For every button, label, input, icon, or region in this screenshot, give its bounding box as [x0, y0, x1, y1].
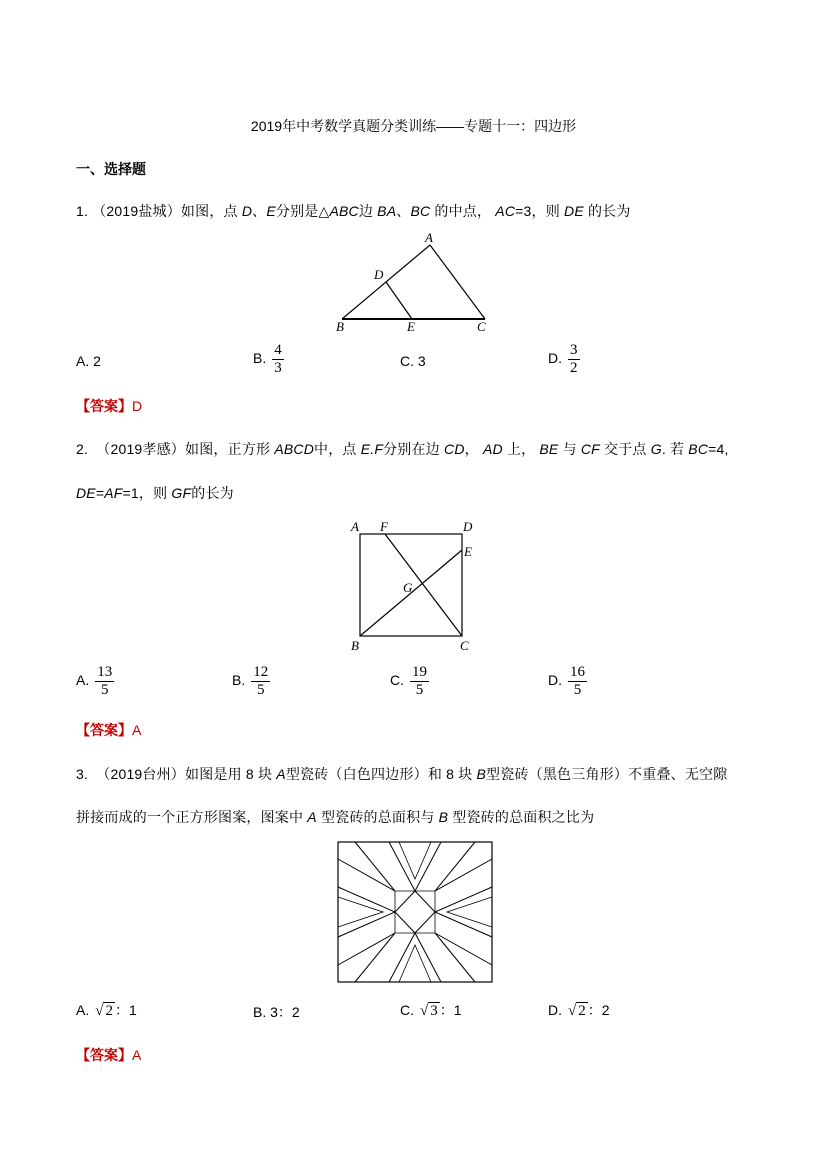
option-label: A.	[76, 353, 90, 369]
vertex-b-label: B	[351, 638, 359, 653]
tile-corner-tl	[338, 842, 395, 891]
square-root: √ 3	[420, 1003, 438, 1019]
tile-bottom	[389, 933, 441, 982]
segment-label: GF	[171, 485, 192, 501]
option-label: A.	[76, 672, 90, 689]
denominator: 5	[256, 682, 265, 698]
vertex-a-label: A	[425, 230, 433, 245]
option-b[interactable]	[253, 342, 284, 377]
option-d[interactable]	[548, 342, 580, 377]
fraction	[272, 342, 284, 377]
triangle-label: ABC	[329, 203, 359, 219]
point-label: D	[241, 203, 253, 219]
vertex-d-label: D	[374, 267, 384, 282]
option-label: C.	[400, 353, 414, 369]
segment-label: DE	[76, 485, 96, 501]
fraction	[568, 342, 580, 377]
option-label: C.	[400, 1002, 414, 1018]
option-value: 2	[93, 353, 101, 369]
q-text: 边	[358, 203, 374, 219]
square-root: √ 2	[95, 1003, 113, 1019]
q-text: 型瓷砖的总面积之比为	[452, 809, 595, 825]
q-text: ，	[464, 441, 479, 457]
answer-value: A	[132, 722, 142, 738]
segment-label: BA	[377, 203, 397, 219]
option-value: ：1	[114, 1002, 137, 1018]
q-text: 分别是△	[275, 203, 330, 219]
fraction	[410, 664, 429, 699]
option-label: B.	[232, 672, 246, 689]
tile-corner-tr	[435, 842, 492, 891]
numerator: 12	[253, 664, 269, 680]
option-label: B.	[253, 350, 267, 367]
tile-right-inner	[447, 897, 492, 927]
option-a[interactable]	[76, 1000, 137, 1020]
square-label: ABCD	[274, 441, 315, 457]
square-root: √ 2	[568, 1003, 586, 1019]
tile-left-inner	[338, 897, 383, 927]
question-number: 1.	[76, 203, 89, 219]
option-b[interactable]	[253, 1002, 300, 1022]
tile-type-label: A	[307, 809, 317, 825]
q-text: 的中点，	[434, 203, 492, 219]
point-label: E.F	[360, 441, 384, 457]
question-number: 3.	[76, 766, 89, 782]
q-text: 如图，正方形	[185, 441, 271, 457]
fraction	[95, 664, 114, 699]
q-text: 如图，点	[180, 203, 238, 219]
question-2-text	[76, 439, 729, 459]
q-text: 型瓷砖的总面积与	[320, 809, 435, 825]
question-3-line-2	[76, 807, 594, 827]
denominator: 3	[274, 360, 282, 376]
question-source: （2019台州）	[96, 766, 186, 782]
radicand: 3	[430, 1003, 438, 1019]
q-text: =3，则	[515, 203, 560, 219]
option-d[interactable]	[548, 1000, 610, 1020]
point-g-label: G	[403, 580, 413, 595]
vertex-e-label: E	[464, 544, 472, 559]
option-d[interactable]	[548, 664, 587, 699]
option-value: 3	[417, 353, 426, 369]
segment-label: AF	[104, 485, 123, 501]
option-a[interactable]	[76, 664, 114, 699]
q-text: 的长为	[191, 485, 234, 501]
option-a[interactable]	[76, 342, 101, 369]
tile-corner-bl	[338, 933, 395, 982]
question-1-text	[76, 201, 631, 221]
numerator: 3	[570, 342, 578, 358]
option-label: C.	[390, 672, 404, 689]
tile-type-label: A	[276, 766, 286, 782]
vertex-c-label: C	[460, 638, 469, 653]
tile-right	[435, 887, 492, 937]
q-text: 型瓷砖（黑色三角形）不重叠、无空隙	[486, 766, 728, 782]
option-value: 3：2	[270, 1004, 300, 1020]
tile-type-label: B	[438, 809, 449, 825]
square-figure	[345, 516, 480, 656]
denominator: 5	[100, 682, 109, 698]
q-text: 型瓷砖（白色四边形）和 8 块	[285, 766, 473, 782]
option-value: ：1	[439, 1002, 462, 1018]
answer-label: 【答案】	[76, 1047, 132, 1063]
numerator: 16	[570, 664, 585, 680]
q-text: 的长为	[587, 203, 631, 219]
answer-3	[76, 1045, 141, 1065]
q-text: =	[95, 485, 105, 501]
q-text: 上，	[506, 441, 536, 457]
fraction	[568, 664, 587, 699]
option-label: A.	[76, 1002, 90, 1018]
question-3-text	[76, 764, 727, 784]
question-source: （2019孝感）	[96, 441, 186, 457]
question-source: （2019盐城）	[92, 203, 181, 219]
option-b[interactable]	[232, 664, 270, 699]
tile-pattern-figure	[337, 841, 493, 983]
option-label: B.	[253, 1004, 267, 1020]
radicand: 2	[578, 1003, 586, 1019]
section-heading: 一、选择题	[76, 161, 146, 177]
segment-label: BE	[539, 441, 559, 457]
option-label: D.	[548, 672, 562, 689]
vertex-b-label: B	[336, 319, 344, 334]
tile-top-inner	[399, 842, 431, 879]
q-text: 、	[396, 203, 411, 219]
segment-label: BC	[688, 441, 709, 457]
vertex-e-label: E	[407, 319, 415, 334]
numerator: 4	[274, 342, 282, 358]
side-ac	[430, 245, 485, 319]
q-text: . 若	[661, 441, 685, 457]
vertex-d-label: D	[463, 519, 473, 534]
option-value: ：2	[587, 1002, 610, 1018]
point-label: E	[266, 203, 276, 219]
denominator: 5	[415, 682, 424, 698]
option-c[interactable]	[400, 342, 426, 369]
option-label: D.	[548, 1002, 562, 1018]
answer-1	[76, 396, 142, 416]
answer-value: D	[132, 398, 143, 414]
radicand: 2	[105, 1003, 113, 1019]
page-title: 2019年中考数学真题分类训练——专题十一：四边形	[250, 118, 577, 134]
center-diamond	[395, 891, 435, 933]
option-c[interactable]	[390, 664, 429, 699]
segment-label: AC	[495, 203, 516, 219]
q-text: =4,	[708, 441, 729, 457]
q-text: 交于点	[604, 441, 647, 457]
vertex-f-label: F	[380, 519, 388, 534]
tile-bottom-inner	[399, 945, 431, 982]
q-text: 拼接而成的一个正方形图案，图案中	[76, 809, 304, 825]
tile-corner-br	[435, 933, 492, 982]
segment-label: BC	[410, 203, 431, 219]
answer-label: 【答案】	[76, 398, 132, 414]
q-text: =1，则	[122, 485, 168, 501]
point-label: G	[650, 441, 662, 457]
q-text: 中，点	[314, 441, 357, 457]
segment-label: DE	[564, 203, 584, 219]
denominator: 2	[570, 360, 578, 376]
segment-label: CF	[580, 441, 600, 457]
q-text: 如图是用 8 块	[185, 766, 273, 782]
option-label: D.	[548, 350, 562, 367]
denominator: 5	[573, 682, 582, 698]
q-text: 、	[252, 203, 267, 219]
segment-label: AD	[482, 441, 503, 457]
tile-left	[338, 887, 395, 937]
pattern-border	[338, 842, 492, 982]
vertex-c-label: C	[477, 319, 486, 334]
answer-label: 【答案】	[76, 722, 132, 738]
option-c[interactable]	[400, 1000, 462, 1020]
triangle-figure	[330, 230, 500, 336]
numerator: 19	[412, 664, 427, 680]
tile-type-label: B	[476, 766, 487, 782]
numerator: 13	[97, 664, 113, 680]
fraction	[251, 664, 270, 699]
answer-2	[76, 720, 141, 740]
vertex-a-label: A	[351, 519, 359, 534]
answer-value: A	[132, 1047, 142, 1063]
question-number: 2.	[76, 441, 89, 457]
segment-de	[386, 282, 412, 319]
segment-cf	[385, 534, 462, 636]
tile-top	[389, 842, 441, 891]
question-2-line-2	[76, 483, 234, 503]
segment-label: CD	[444, 441, 465, 457]
q-text: 分别在边	[383, 441, 440, 457]
q-text: 与	[562, 441, 577, 457]
